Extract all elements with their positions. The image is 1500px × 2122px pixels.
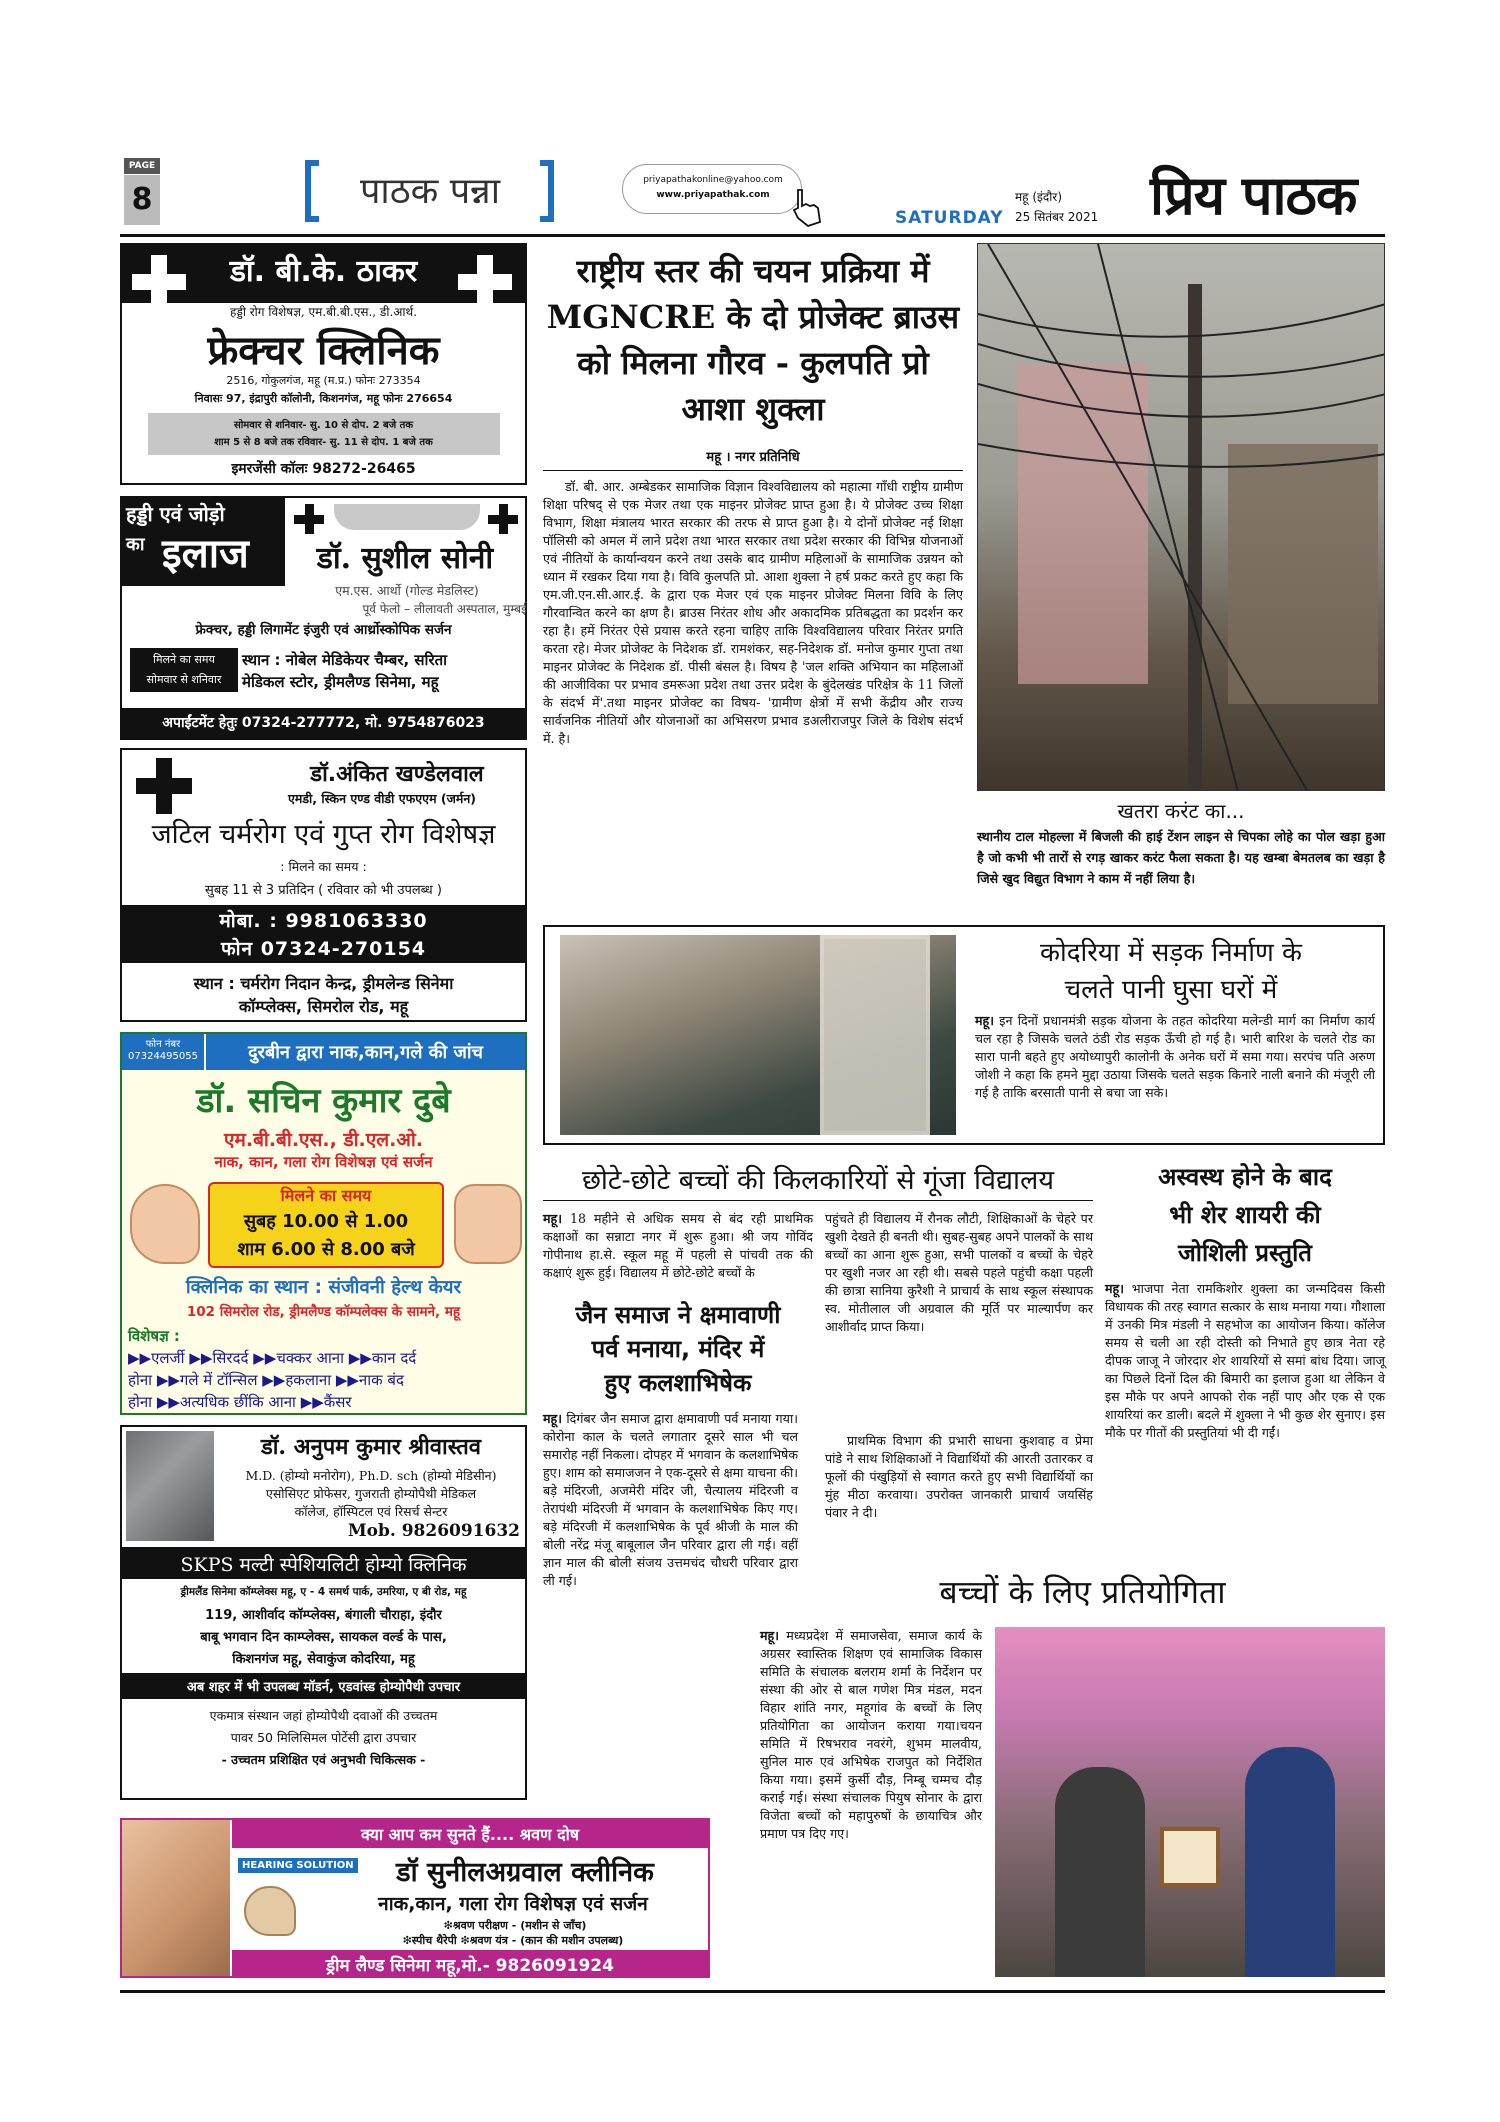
ad-khandelwal-degree: एमडी, स्किन एण्ड वीडी एफएएम (जर्मन) [287,791,477,806]
hearing-aid-icon [244,1886,296,1936]
competition-headline: बच्चों के लिए प्रतियोगिता [939,1573,1226,1611]
ad-shrivastava-post2: कॉलेज, हॉस्पिटल एवं रिसर्च सेन्टर [294,1504,448,1519]
ad-shrivastava-mobile: Mob. 9826091632 [347,1521,520,1541]
kodariya-lead: महू। [975,1013,994,1028]
ad-thakar-address: 2516, गोकुलगंज, महू (म.प्र.) फोनः 273354 [226,374,421,387]
doctor-photo [126,1431,214,1541]
ad-khandelwal-place1: स्थान : चर्मरोग निदान केन्द्र, ड्रीमलेन्ड सिनेमा [193,974,454,993]
section-bracket-right [540,160,554,222]
ad-dubey-meet: मिलने का समय [280,1186,372,1205]
ad-thakar [120,243,527,485]
poetry-headline1: अस्वस्थ होने के बाद [1158,1163,1332,1191]
ad-shrivastava-line3: - उच्चतम प्रशिक्षित एवं अनुभवी चिकित्सक - [221,1752,426,1767]
ad-shrivastava-addr3: बाबू भगवान दिन काम्प्लेक्स, सायकल वर्ल्ड के पास, [200,1630,447,1645]
current-caption: स्थानीय टाल मोहल्ला में बिजली की हाई टेंशन लाइन से चिपका लोहे का पोल खड़ा हुआ है जो कभी भी तारों से रगड़ खाकर करंट फैला सकता है। यह खम्बा बेमतलब का खड़ा है जिसे खुद विद्युत विभाग ने काम में नहीं लिया है। [977,829,1385,886]
ad-dubey-address: 102 सिमरोल रोड, ड्रीमलैण्ड कॉम्पलेक्स के सामने, महू [186,1304,461,1320]
ad-dubey [120,1032,527,1415]
door-graphic [820,935,930,1135]
ad-khandelwal-name: डॉ.अंकित खण्डेलवाल [310,762,484,787]
ad-dubey-phone: 07324495055 [128,1051,198,1062]
ad-khandelwal-meet: : मिलने का समय : [280,859,367,874]
person-right-graphic [1245,1747,1335,1977]
poetry-body [1105,1280,1385,1442]
bone-icon [334,504,480,530]
ad-soni-meet1: मिलने का समय [153,653,215,666]
school-rule [543,1200,1093,1201]
ad-dubey-banner: दुरबीन द्वारा नाक,कान,गले की जांच [248,1042,483,1063]
ad-soni-fellow: पूर्व फेलो – लीलावती अस्पताल, मुम्बई [362,602,527,616]
competition-lead: महू। [760,1628,779,1643]
ad-khandelwal-place2: कॉम्प्लेक्स, सिमरोल रोड, महू [238,997,409,1016]
person-left-graphic [1055,1767,1145,1977]
mgncre-rule [543,470,963,471]
ad-soni [120,496,527,740]
date-label: 25 सितंबर 2021 [1015,210,1099,224]
ad-thakar-name: डॉ. बी.के. ठाकर [229,254,418,289]
ad-dubey-spec2: होना ▶▶गले में टॉन्सिल ▶▶हकलाना ▶▶नाक बंद [128,1371,404,1389]
section-bracket-left [305,160,319,222]
ad-agrawal-speciality: नाक,कान, गला रोग विशेषज्ञ एवं सर्जन [378,1893,648,1915]
ad-shrivastava-addr2: 119, आशीर्वाद कॉम्प्लेक्स, बंगाली चौराहा, इंदौर [205,1608,442,1623]
jain-body [543,1410,798,1590]
current-caption-title: खतरा करंट का... [1117,799,1245,823]
ad-agrawal [120,1818,710,1978]
pointer-hand-icon [790,188,828,228]
kodariya-text: इन दिनों प्रधानमंत्री सड़क योजना के तहत कोदरिया मलेन्डी मार्ग का निर्माण कार्य चल रहा है जिसके चलते ठंडी रोड सड़क ऊँची हो गई है। भारी बारिश के चलते रोड का सारा पानी बहते हुए अयोध्यापुरी कालोनी के अनेक घरों में समा गया। सरपंच पति अरुण जोशी ने कहा कि हमने मुद्दा उठाया जिसके चलते सड़क किनारे नाली बनाने की मंजूरी ली गई है ताकि बरसाती पानी से बचा जा सके। [975,1013,1375,1100]
email-text: priyapathakonline@yahoo.com [643,175,783,185]
ad-thakar-residence: निवासः 97, इंद्रापुरी कॉलोनी, किशनगंज, महू फोनः 276654 [194,392,453,405]
ad-shrivastava-line1: एकमात्र संस्थान जहां होम्योपैथी दवाओं की उच्चतम [209,1708,438,1723]
poetry-headline3: जोशिली प्रस्तुति [1178,1239,1312,1267]
ad-dubey-phone-label: फोन नंबर [145,1039,181,1050]
jain-headline2: पर्व मनाया, मंदिर में [591,1335,765,1363]
contact-oval [622,164,802,214]
ad-shrivastava-addr4: किशनगंज महू, सेवाकुंज कोदरिया, महू [232,1652,415,1667]
ad-dubey-evening: शाम 6.00 से 8.00 बजे [237,1239,415,1260]
jain-headline3: हुए कलशाभिषेक [604,1369,752,1397]
website-text: www.priyapathak.com [656,190,770,200]
ad-agrawal-hearing: HEARING SOLUTION [238,1858,358,1873]
ad-shrivastava-clinic: SKPS मल्टी स्पेशियलिटी होम्यो क्लिनिक [180,1554,467,1576]
power-lines-graphic [978,244,1385,791]
frame-graphic [1160,1827,1220,1887]
ad-dubey-morning: सुबह 10.00 से 1.00 [243,1211,409,1232]
ad-shrivastava-band-text: अब शहर में भी उपलब्ध मॉडर्न, एडवांस्ड होम्योपैथी उपचार [186,1680,461,1695]
poetry-lead: महू। [1105,1281,1124,1296]
ad-soni-degree: एम.एस. आर्थो (गोल्ड मेडलिस्ट) [335,583,479,598]
kodariya-headline1: कोदरिया में सड़क निर्माण के [1040,938,1302,968]
mgncre-body: डॉ. बी. आर. अम्बेडकर सामाजिक विज्ञान विश्वविद्यालय को महात्मा गाँधी राष्ट्रीय ग्रामीण शिक्षा परिषद् से एक मेजर तथा एक माइनर प्रोजेक्ट प्राप्त हुआ है। ये प्रोजेक्ट उच्च शिक्षा विभाग, शिक्षा मंत्रालय भारत सरकार की तरफ से प्राप्त हुआ है। ये दोनों प्रोजेक्ट नई शिक्षा पॉलिसी को अमल में लाने प्रदेश तथा भारत सरकार तथा प्रदेश सरकार की विभिन्न योजनाओं एवं नीतियों के कार्यान्वयन करने तथा उसके बाद ग्रामीण महिलाओं के सामाजिक उन्नयन को ध्यान में रखकर दिया गया है। विवि कुलपति प्रो. आशा शुक्ला ने हर्ष प्रकट करते हुए कहा कि एम.जी.एन.सी.आर.ई. के द्वारा एक मेजर एवं एक माइनर प्रोजेक्ट मिलना विवि के लिए गौरवान्वित करने का क्षण है। ब्राउस निरंतर शोध और अकादमिक प्रतिबद्धता का प्रदर्शन कर रहा है। हमें निरंतर ऐसे प्रयास करते रहना चाहिए ताकि विश्वविद्यालय परिवार निरंतर प्रगति करता रहे। मेजर प्रोजेक्ट के निदेशक डॉ. रामशंकर, सह-निदेशक डॉ. मनोज कुमार गुप्ता तथा माइनर प्रोजेक्ट के निदेशक डॉ. पीसी बंसल है। विषय है 'जल शक्ति अभियान का महिलाओं की आजीविका पर प्रभाव डमरूआ प्रदेश तथा उत्तर प्रदेश के बुंदेलखंड परिक्षेत्र के 11 जिलों के संदर्भ में'.तथा माइनर प्रोजेक्ट का विषय- 'ग्रामीण क्षेत्रों में सभी केंद्रीय और राज्य सार्वजनिक नीतियों और योजनाओं का अभिसरण प्रभाव डअलीराजपुर जिले के विशेष संदर्भ में. है। [543,479,963,746]
medical-cross-icon [136,758,192,814]
ad-shrivastava-name: डॉ. अनुपम कुमार श्रीवास्तव [260,1434,482,1460]
mgncre-byline: महू । नगर प्रतिनिधि [706,450,800,465]
competition-body [760,1627,982,1843]
ad-agrawal-contact: ड्रीम लैण्ड सिनेमा महू,मो.- 9826091924 [326,1956,614,1976]
school-col2: पहुंचते ही विद्यालय में रौनक लौटी, शिक्षिकाओं के चेहरे पर खुशी देखते ही बनती थी। सुबह-सुबह अपने पालकों के साथ बच्चों का आना शुरू हुआ, सभी पालकों व बच्चों के चेहरे पर खुशी नजर आ रही थी। सबसे पहले पहुंची कक्षा पहली की छात्रा सानिया कुरैशी ने प्राचार्य के साथ स्कूल संस्थापक स्व. मोतीलाल जी अग्रवाल की मूर्ति पर माल्यार्पण कर आशीर्वाद प्राप्त किया। [825,1211,1093,1334]
ad-soni-meet2: सोमवार से शनिवार [146,673,222,686]
kodariya-photo [560,935,956,1135]
school-headline: छोटे-छोटे बच्चों की किलकारियों से गूंजा विद्यालय [581,1165,1055,1196]
ad-soni-tag3: इलाज [162,531,249,577]
ad-shrivastava-addr1: ड्रीमलैंड सिनेमा कॉम्प्लेक्स महू, ए - 4 समर्थ पार्क, उमरिया, ए बी रोड, महू [180,1586,467,1598]
ad-thakar-emergency: इमरजेंसी कॉलः 98272-26465 [231,461,416,477]
ad-dubey-clinic: क्लिनिक का स्थान : संजीवनी हेल्थ केयर [185,1277,462,1298]
ad-agrawal-service1: ❇श्रवण परीक्षण - (मशीन से जाँच) [443,1919,587,1932]
competition-photo [995,1627,1385,1977]
competition-text: मध्यप्रदेश में समाजसेवा, समाज कार्य के अग्रसर स्वास्तिक शिक्षण एवं सामाजिक विकास समिति के संचालक बलराम शर्मा के निर्देशन पर संस्था की ओर से बाल गणेश मित्र मंडल, मदन विहार शांति नगर, महूगांव के बच्चों के लिए प्रतियोगिता का आयोजन कराया गया।चयन समिति में रिषभराव नवरंगे, शुभम मालवीय, सुनिल मारु एवं अभिषेक राजपुत को निर्देशित किया गया। इसमें कुर्सी दौड़, निम्बू चम्मच दौड़ कराई गई। संस्था संचालक पियुष सोनार के द्वारा विजेता बच्चों को महापुरुषों के छायाचित्र और प्रमाण पत्र दिए गए। [760,1628,982,1841]
ear-icon [130,1184,200,1264]
footer-rule [120,1990,1385,1993]
ad-soni-place2: मेडिकल स्टोर, ड्रीमलैण्ड सिनेमा, महू [242,673,439,691]
medical-cross-icon [294,504,324,534]
school-col3: प्राथमिक विभाग की प्रभारी साधना कुशवाह व प्रेमा पांडे ने साथ शिक्षिकाओं ने विद्यार्थियों की आरती उतारकर व फूलों की पंखुड़ियों से स्वागत करते हुए सभी विद्यार्थियों का मुंह मीठा करवाया। उपरोक्त जानकारी प्राचार्य जयसिंह पंवार ने दी। [825,1433,1093,1520]
page-label: PAGE [124,158,160,174]
jain-text: दिगंबर जैन समाज द्वारा क्षमावाणी पर्व मनाया गया। कोरोना काल के चलते लगातार दूसरे साल भी चल समारोह नहीं निकला। दोपहर में भगवान के कलशाभिषेक हुए। शाम को समाजजन ने एक-दूसरे से क्षमा याचना की। बड़े मंदिरजी, अजमेरी मंदिर जी, चैत्यालय मंदिरजी व तेरापंथी मंदिरजी में भगवान के कलशाभिषेक किए गए। बड़े मंदिरजी में कलशाभिषेक के पूर्व श्रीजी के माल की बोली नरेंद्र मंजू बाबूलाल जैन परिवार द्वारा ली गई। वहीं ज्ञान माल की बोली संजय उत्तमचंद चौधरी परिवार द्वारा ली गई। [543,1411,798,1588]
ad-shrivastava [120,1425,527,1800]
ad-soni-place1: स्थान : नोबेल मेडिकेयर चैम्बर, सरिता [242,651,448,669]
paper-logo: प्रिय पाठक [1150,163,1357,227]
ad-agrawal-name: डॉ सुनीलअग्रवाल क्लीनिक [396,1857,654,1888]
ear-photo [122,1820,230,1976]
ad-thakar-time1: सोमवार से शनिवार- सु. 10 से दोप. 2 बजे तक [233,420,414,431]
ad-khandelwal-time: सुबह 11 से 3 प्रतिदिन ( रविवार को भी उपलब्ध ) [205,883,442,898]
place-label: महू (इंदौर) [1015,190,1063,204]
day-label: SATURDAY [895,208,1004,228]
mgncre-headline: राष्ट्रीय स्तर की चयन प्रक्रिया में MGNCRE के दो प्रोजेक्ट ब्राउस को मिलना गौरव - कुलपति प्रो आशा शुक्ला [546,252,960,428]
ad-dubey-spec3: होना ▶▶अत्यधिक छींकि आना ▶▶कैंसर [128,1393,352,1411]
ad-soni-name: डॉ. सुशील सोनी [316,541,494,576]
section-title: पाठक पन्ना [359,171,501,212]
ad-khandelwal-speciality: जटिल चर्मरोग एवं गुप्त रोग विशेषज्ञ [151,819,496,850]
school-lead: महू। [543,1211,562,1226]
ad-soni-speciality: फ्रेक्चर, हड्डी लिगामेंट इंजुरी एवं आर्थ्रोस्कोपिक सर्जन [195,622,452,638]
kodariya-body [975,1012,1375,1102]
ad-khandelwal [120,748,527,1022]
ad-agrawal-service2: ❇स्पीच थैरेपी ❇श्रवण यंत्र - (कान की मशीन उपलब्ध) [402,1934,624,1947]
ad-shrivastava-post1: एसोसिएट प्रोफेसर, गुजराती होम्योपैथी मेडिकल [265,1486,477,1501]
ad-soni-appointment: अपाईंटमेंट हेतुः 07324-277772, मो. 9754876023 [162,715,485,731]
ad-thakar-time2: शाम 5 से 8 बजे तक रविवार- सु. 11 से दोप. 1 बजे तक [214,437,433,448]
ad-khandelwal-phone: फोन 07324-270154 [220,938,427,960]
ad-soni-tag1: हड्डी एवं जोड़ो [126,502,225,526]
current-photo [977,243,1385,791]
page-number: 8 [124,175,160,225]
ad-shrivastava-degree: M.D. (होम्यो मनोरोग), Ph.D. sch (होम्यो मेडिसीन) [245,1468,497,1483]
poetry-text: भाजपा नेता रामकिशोर शुक्ला का जन्मदिवस किसी विधायक की तरह स्वागत सत्कार के साथ मनाया गया। गौशाला में उनकी मित्र मंडली ने सहभोज का आयोजन किया। कॉलेज समय से चली आ रही दोस्ती को निभाते हुए छात्र नेता रहे दीपक जाजू ने जोरदार शेर शायरियों से समां बांध दिया। जाजू का पिछले दिनों दिल की बिमारी का इलाज हुआ था लेकिन वे इस मौके पर अपने आपको रोक नहीं पाए और एक से एक शायरियां कर डाली। बदले में शुक्ला ने भी कुछ शेर सुनाए। इस मौके पर गीतों की प्रस्तुतियां भी दी गईं। [1105,1281,1385,1440]
school-col1 [543,1210,813,1282]
ad-dubey-degree: एम.बी.बी.एस., डी.एल.ओ. [223,1129,424,1151]
masthead-rule [120,234,1385,237]
ad-shrivastava-line2: पावर 50 मिलिसिमल पोटेंसी द्वारा उपचार [230,1730,417,1745]
jain-headline1: जैन समाज ने क्षमावाणी [575,1301,781,1329]
school-text1: 18 महीने से अधिक समय से बंद रही प्राथमिक कक्षाओं का सन्नाटा नगर में शुरू हुआ। श्री जय गोविंद गोपीनाथ हा.से. स्कूल महू में पहली से पांचवी तक की कक्षाएं शुरू हुई। विद्यालय में छोटे-छोटे बच्चों के [543,1211,813,1280]
throat-icon [454,1184,522,1264]
ad-dubey-name: डॉ. सचिन कुमार दुबे [196,1081,451,1121]
ad-agrawal-banner: क्या आप कम सुनते हैं.... श्रवण दोष [360,1825,579,1844]
ad-thakar-clinic: फ्रेक्चर क्लिनिक [207,327,440,374]
ad-dubey-spec1: ▶▶एलर्जी ▶▶सिरदर्द ▶▶चक्कर आना ▶▶कान दर्द [128,1349,417,1367]
ad-dubey-special-label: विशेषज्ञ : [128,1327,180,1345]
ad-dubey-speciality: नाक, कान, गला रोग विशेषज्ञ एवं सर्जन [214,1153,433,1171]
poetry-headline2: भी शेर शायरी की [1169,1201,1321,1229]
jain-lead: महू। [543,1411,562,1426]
ad-thakar-degree: हड्डी रोग विशेषज्ञ, एम.बी.बी.एस., डी.आर्थ. [229,305,418,319]
kodariya-headline2: चलते पानी घुसा घरों में [1064,975,1278,1005]
ad-khandelwal-mobile: मोबा. : 9981063330 [219,910,428,932]
medical-cross-icon [488,504,518,534]
ad-soni-tag2: का [126,534,145,555]
